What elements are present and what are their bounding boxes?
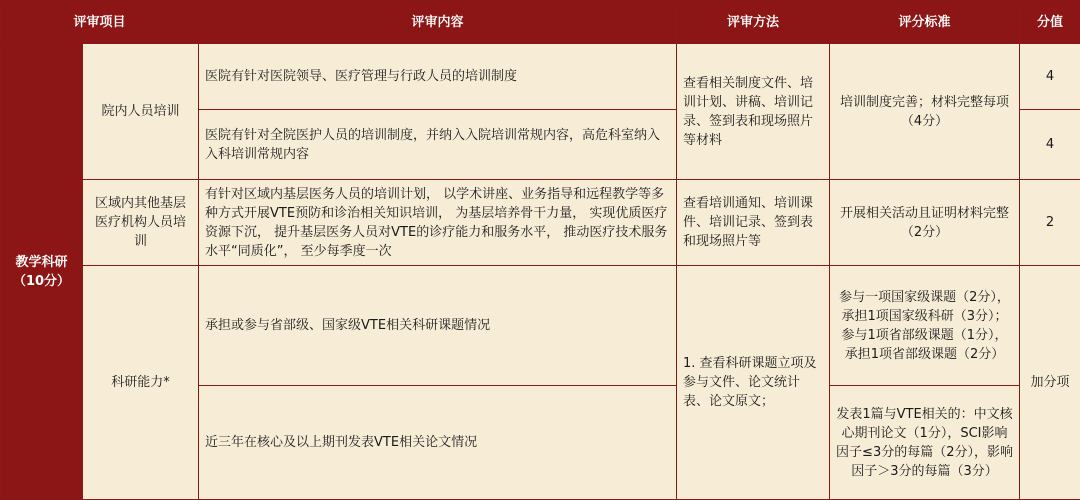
standard-cell: 培训制度完善；材料完整每项（4分）: [830, 44, 1020, 180]
item-cell: 区域内其他基层医疗机构人员培训: [83, 180, 199, 266]
standard-cell: 参与一项国家级课题（2分），承担1项国家级科研（3分）；参与1项省部级课题（1分），承担1项省部级课题（2分）: [830, 266, 1020, 386]
item-cell: 科研能力*: [83, 266, 199, 500]
header-score: 分值: [1020, 1, 1080, 44]
header-row: [1, 1, 1080, 44]
content-cell: 有针对区域内基层医务人员的培训计划， 以学术讲座、业务指导和远程教学等多种方式开展VTE预防和诊治相关知识培训， 为基层培养骨干力量， 实现优质医疗资源下沉， 提升基层医务人员对VTE的诊疗能力和服务水平， 推动医疗技术服务水平“同质化”， 至少每季度一次: [199, 180, 677, 266]
category-subtitle: （10分）: [7, 272, 76, 291]
category-title: 教学科研: [7, 253, 76, 272]
table-row: [1, 266, 1080, 386]
method-cell: 查看培训通知、培训课件、培训记录、签到表和现场照片等: [677, 180, 830, 266]
table-row: [1, 44, 1080, 110]
score-cell: 2: [1020, 180, 1080, 266]
item-cell: 院内人员培训: [83, 44, 199, 180]
method-cell: 1. 查看科研课题立项及参与文件、论文统计表、论文原文；: [677, 266, 830, 500]
score-cell: 加分项: [1020, 266, 1080, 500]
header-standard: 评分标准: [830, 1, 1020, 44]
score-cell: 4: [1020, 110, 1080, 180]
method-cell: 查看相关制度文件、培训计划、讲稿、培训记录、签到表和现场照片等材料: [677, 44, 830, 180]
table-row: [1, 180, 1080, 266]
category-cell: [1, 44, 83, 500]
header-item: 评审项目: [1, 1, 199, 44]
header-method: 评审方法: [677, 1, 830, 44]
standard-cell: 发表1篇与VTE相关的：中文核心期刊论文（1分），SCI影响因子≤3分的每篇（2分），影响因子＞3分的每篇（3分）: [830, 386, 1020, 500]
content-cell: 医院有针对全院医护人员的培训制度，并纳入入院培训常规内容，高危科室纳入入科培训常规内容: [199, 110, 677, 180]
header-content: 评审内容: [199, 1, 677, 44]
content-cell: 近三年在核心及以上期刊发表VTE相关论文情况: [199, 386, 677, 500]
content-cell: 承担或参与省部级、国家级VTE相关科研课题情况: [199, 266, 677, 386]
standard-cell: 开展相关活动且证明材料完整（2分）: [830, 180, 1020, 266]
score-cell: 4: [1020, 44, 1080, 110]
content-cell: 医院有针对医院领导、医疗管理与行政人员的培训制度: [199, 44, 677, 110]
